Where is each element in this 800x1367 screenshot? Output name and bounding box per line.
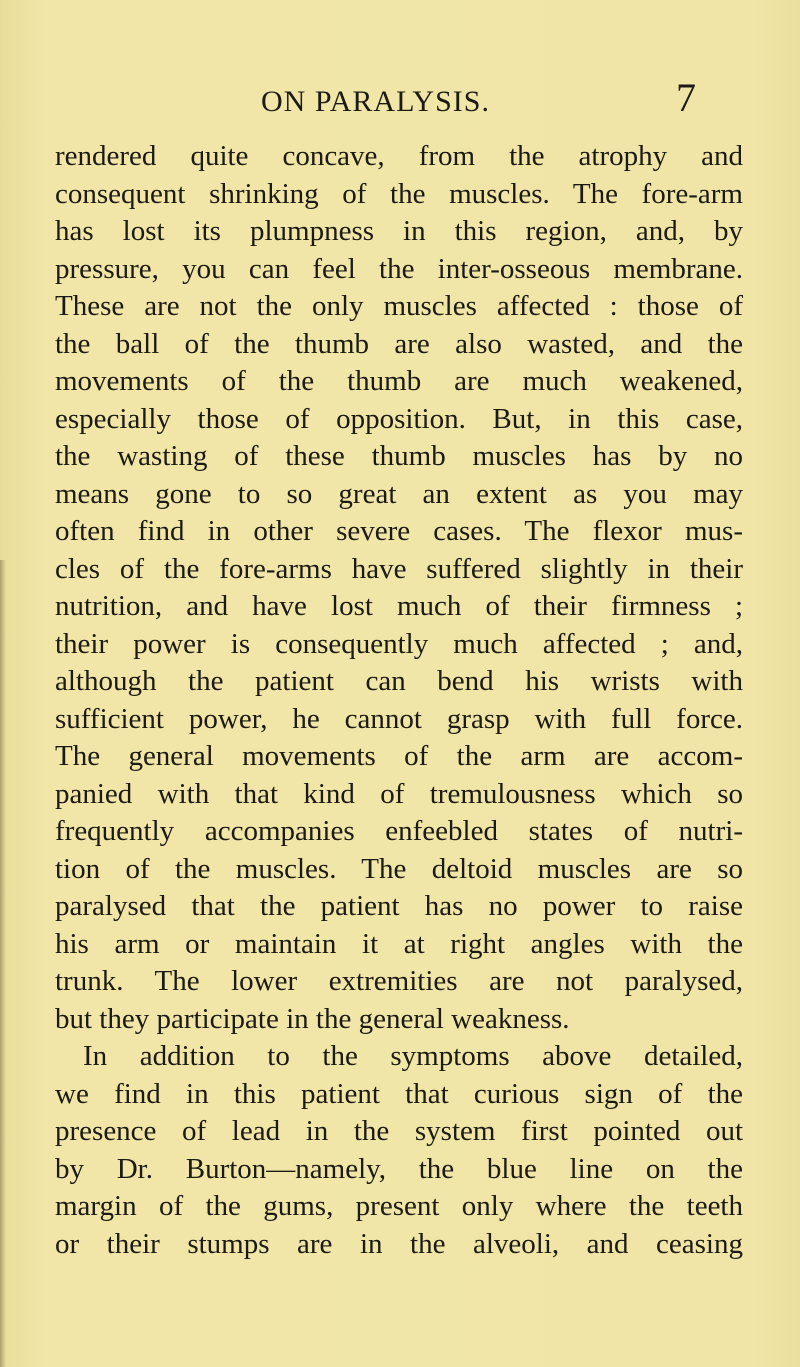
text-line: often find in other severe cases. The flexor mus- [55,515,743,547]
text-line: pressure, you can feel the inter-osseous membrane. [55,252,743,285]
text-line: sufficient power, he cannot grasp with full force. [55,702,743,735]
running-header [0,75,800,122]
body-text [55,138,743,1263]
page-number: 7 [676,75,696,120]
running-header-title: ON PARALYSIS. [261,85,490,118]
text-line: cles of the fore-arms have suffered slightly in their [55,552,743,585]
text-line: rendered quite concave, from the atrophy and [55,140,743,172]
text-line: tion of the muscles. The deltoid muscles are so [55,852,743,885]
text-line: his arm or maintain it at right angles with the [55,927,743,960]
text-line: or their stumps are in the alveoli, and ceasing [55,1227,743,1260]
text-line: especially those of opposition. But, in this case, [55,402,743,435]
text-line: the wasting of these thumb muscles has by no [55,440,743,472]
text-line: their power is consequently much affected ; and, [55,627,743,660]
text-line: means gone to so great an extent as you may [55,477,743,510]
text-line: by Dr. Burton—namely, the blue line on the [55,1152,743,1185]
text-line: movements of the thumb are much weakened, [55,365,743,397]
text-line: frequently accompanies enfeebled states of nutri- [55,815,743,847]
text-line: although the patient can bend his wrists with [55,665,743,697]
text-line: presence of lead in the system first pointed out [55,1115,743,1147]
text-line: These are not the only muscles affected : those of [55,290,743,322]
text-line: margin of the gums, present only where the teeth [55,1190,743,1222]
text-line: paralysed that the patient has no power to raise [55,890,743,922]
text-line: The general movements of the arm are accom- [55,740,743,772]
page-gutter-shadow [0,560,6,1367]
text-line: consequent shrinking of the muscles. The fore-arm [55,177,743,210]
text-line: trunk. The lower extremities are not paralysed, [55,965,743,997]
text-line: In addition to the symptoms above detailed, [83,1040,743,1072]
text-line: has lost its plumpness in this region, and, by [55,215,743,247]
text-line: the ball of the thumb are also wasted, and the [55,327,743,360]
text-line: but they participate in the general weakness. [55,1002,570,1035]
text-line: panied with that kind of tremulousness which so [55,777,743,810]
text-line: we find in this patient that curious sign of the [55,1077,743,1110]
text-line: nutrition, and have lost much of their firmness ; [55,590,743,622]
